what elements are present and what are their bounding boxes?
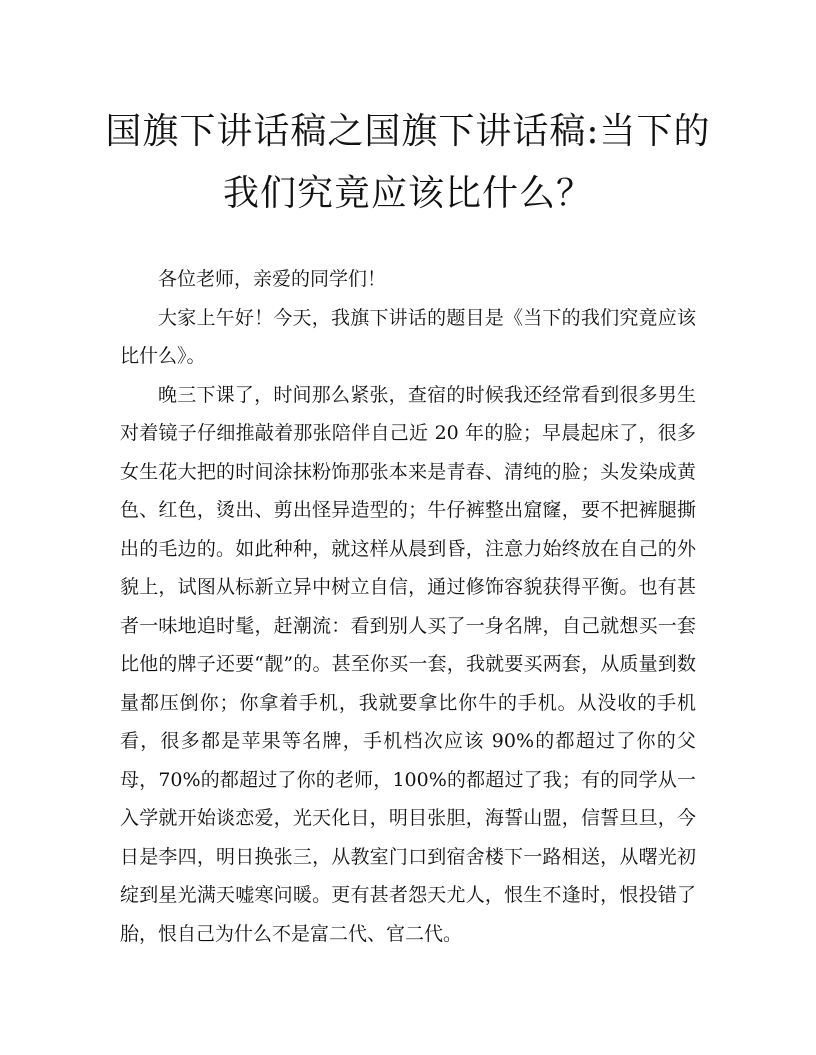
paragraph-greeting: 各位老师，亲爱的同学们！ (158, 268, 387, 290)
document-body (120, 260, 696, 953)
document-title-line-1: 国旗下讲话稿之国旗下讲话稿:当下的 (105, 111, 711, 152)
paragraph-topic: 大家上午好！今天，我旗下讲话的题目是《当下的我们究竟应该比什么》。 (120, 306, 696, 367)
paragraph-main: 晚三下课了，时间那么紧张，查宿的时候我还经常看到很多男生对着镜子仔细推敲着那张陪伴自己近 20 年的脸；早晨起床了，很多女生花大把的时间涂抹粉饰那张本来是青春、清纯的脸；头发染成黄色、红色，烫出、剪出怪异造型的；牛仔裤整出窟窿，要不把裤腿撕出的毛边的。如此种种，就这样从晨到昏，注意力始终放在自己的外貌上，试图从标新立异中树立自信，通过修饰容貌获得平衡。也有甚者一味地追时髦，赶潮流：看到别人买了一身名牌，自己就想买一套比他的牌子还要“靓”的。甚至你买一套，我就要买两套，从质量到数量都压倒你；你拿着手机，我就要拿比你牛的手机。从没收的手机看，很多都是苹果等名牌，手机档次应该 90%的都超过了你的父母，70%的都超过了你的老师，100%的都超过了我；有的同学从一入学就开始谈恋爱，光天化日，明目张胆，海誓山盟，信誓旦旦，今日是李四，明日换张三，从教室门口到宿舍楼下一路相送，从曙光初绽到星光满天嘘寒问暖。更有甚者怨天尤人，恨生不逢时，恨投错了胎，恨自己为什么不是富二代、官二代。 (120, 383, 696, 945)
document-title-line-2: 我们究竟应该比什么？ (222, 173, 593, 214)
